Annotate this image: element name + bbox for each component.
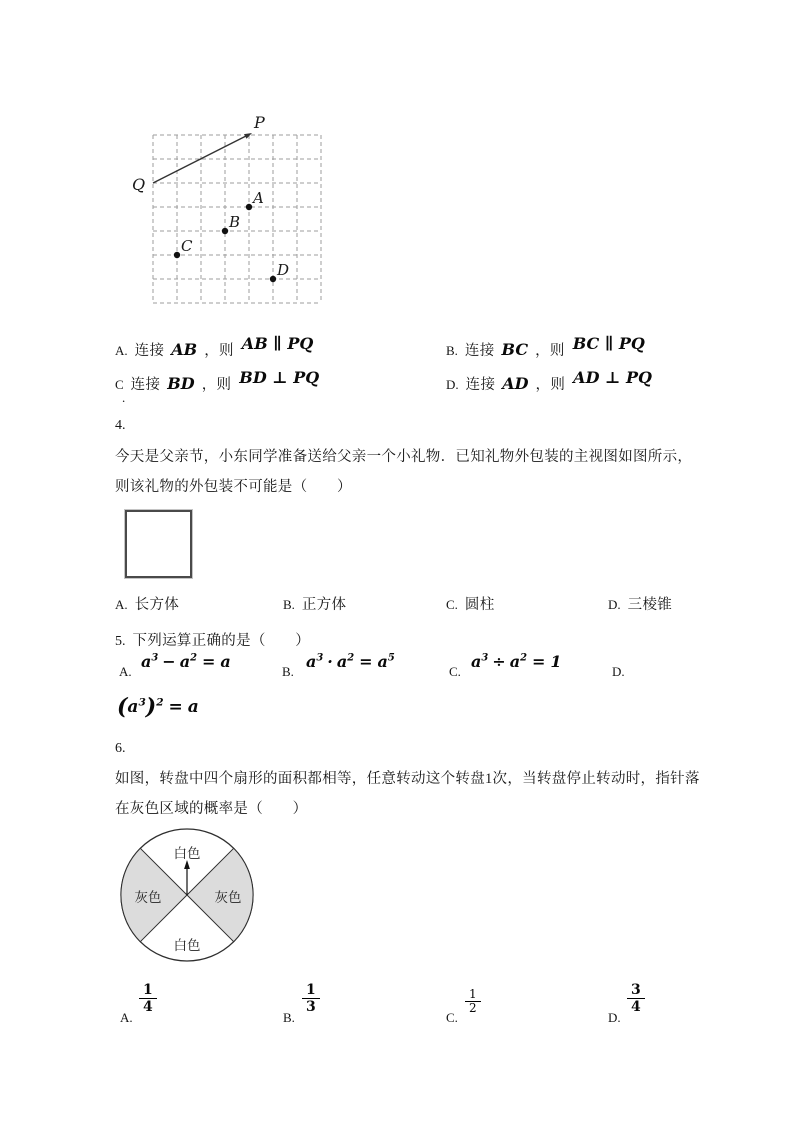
- base: a: [127, 697, 139, 717]
- segment-name: BD: [167, 374, 195, 393]
- relation-claim: BC ∥ PQ: [572, 334, 645, 353]
- q4-text-line2: 则该礼物的外包装不可能是（ ）: [115, 479, 352, 495]
- option-text: 连接: [134, 343, 165, 359]
- q5-option-d-letter: D.: [612, 664, 625, 679]
- q4-option-b: [283, 593, 346, 614]
- segment-name: AD: [502, 374, 529, 393]
- relation-claim: BD ⊥ PQ: [239, 368, 320, 387]
- label-point-d: D: [277, 261, 290, 279]
- option-text: ，则: [535, 377, 566, 393]
- label-point-c: C: [181, 237, 193, 255]
- q4-option-d: [608, 593, 672, 614]
- option-letter: C.: [446, 597, 458, 612]
- result: 1: [550, 652, 562, 671]
- q6-option-d-fraction: [627, 982, 645, 1015]
- q5-title: 下列运算正确的是（ ）: [132, 633, 311, 649]
- operator: ÷: [492, 652, 506, 671]
- option-text: 连接: [130, 377, 161, 393]
- exponent: 3: [481, 652, 489, 664]
- numerator: 1: [139, 982, 157, 999]
- exponent: 2: [190, 652, 197, 664]
- q3-option-b: [446, 334, 645, 360]
- point-b: [222, 228, 228, 234]
- exponent: 3: [316, 652, 324, 664]
- option-letter: A.: [115, 343, 128, 358]
- close-paren: ): [145, 694, 157, 720]
- result: a: [187, 697, 199, 717]
- equals: =: [168, 697, 183, 717]
- q5-option-b-letter: B.: [282, 664, 294, 679]
- option-letter: A.: [115, 597, 128, 612]
- label-point-b: B: [229, 213, 241, 231]
- relation-claim: AD ⊥ PQ: [573, 368, 652, 387]
- inner-exponent: 3: [138, 696, 146, 709]
- exponent: 3: [151, 652, 159, 664]
- q6-option-d-letter: D.: [608, 1010, 621, 1025]
- q4-option-a: [115, 593, 179, 614]
- equals: =: [531, 652, 546, 671]
- option-letter: B.: [446, 343, 458, 358]
- relation-claim: AB ∥ PQ: [241, 334, 314, 353]
- option-letter: C: [115, 377, 124, 392]
- label-q: Q: [132, 175, 146, 194]
- outer-exponent: 2: [156, 696, 164, 709]
- denominator: 4: [143, 999, 153, 1015]
- equals: =: [201, 652, 216, 671]
- q5-title-row: [115, 629, 310, 650]
- label-p: P: [254, 113, 265, 132]
- point-d: [270, 276, 276, 282]
- sector-label-top: 白色: [173, 846, 201, 861]
- option-letter: D.: [446, 377, 459, 392]
- q6-text-line2: 在灰色区域的概率是（ ）: [115, 801, 308, 817]
- spinner-figure: [118, 826, 258, 966]
- q3-option-d: [446, 368, 652, 394]
- base: a: [336, 652, 348, 671]
- q6-option-a-fraction: [139, 982, 157, 1015]
- q3-option-a: [115, 334, 314, 360]
- q6-option-b-letter: B.: [283, 1010, 295, 1025]
- option-text: ，则: [201, 377, 232, 393]
- result: a: [220, 652, 231, 671]
- numerator: 1: [302, 982, 320, 999]
- denominator: 3: [306, 999, 316, 1015]
- q4-text-line1: 今天是父亲节，小东同学准备送给父亲一个小礼物．已知礼物外包装的主视图如图所示，: [115, 449, 693, 465]
- option-text: 正方体: [301, 597, 347, 613]
- point-a: [246, 204, 252, 210]
- q5-option-c-letter: C.: [449, 664, 461, 679]
- base: a: [509, 652, 521, 671]
- exponent: 2: [347, 652, 355, 664]
- option-letter: B.: [283, 597, 295, 612]
- front-view-square: [125, 510, 192, 578]
- q6-text-line1: 如图，转盘中四个扇形的面积都相等，任意转动这个转盘1次，当转盘停止转动时，指针落: [115, 771, 700, 787]
- base: a: [471, 652, 482, 671]
- denominator: 4: [631, 999, 641, 1015]
- q6-option-c-letter: C.: [446, 1010, 458, 1025]
- q6-option-a-letter: A.: [120, 1010, 133, 1025]
- option-text: 长方体: [134, 597, 180, 613]
- operator: −: [162, 652, 176, 671]
- sector-label-bottom: 白色: [173, 938, 201, 953]
- option-text: ，则: [535, 343, 565, 359]
- operator: ·: [327, 652, 333, 671]
- q3-grid-figure: [128, 106, 338, 316]
- q3-option-c: [115, 368, 320, 394]
- q3-option-c-dot: .: [122, 390, 126, 405]
- option-text: 连接: [464, 343, 495, 359]
- denominator: 2: [469, 1001, 477, 1015]
- option-text: 三棱锥: [627, 597, 673, 613]
- result: a: [377, 652, 388, 671]
- segment-name: AB: [171, 340, 198, 359]
- q5-option-c-formula: [471, 652, 562, 671]
- segment-name: BC: [501, 340, 529, 359]
- q5-option-a-formula: [141, 652, 231, 671]
- base: a: [179, 652, 191, 671]
- q6-number: 6.: [115, 741, 126, 756]
- option-text: 连接: [465, 377, 496, 393]
- q5-option-d-formula: [117, 694, 199, 720]
- point-c: [174, 252, 180, 258]
- exponent: 2: [520, 652, 527, 664]
- open-paren: (: [117, 694, 128, 720]
- result-exponent: 5: [387, 652, 395, 664]
- label-point-a: A: [253, 189, 264, 207]
- base: a: [141, 652, 152, 671]
- q6-option-b-fraction: [302, 982, 320, 1015]
- option-text: 圆柱: [464, 597, 495, 613]
- base: a: [306, 652, 317, 671]
- option-text: ，则: [204, 343, 234, 359]
- q5-option-a-letter: A.: [119, 664, 132, 679]
- sector-label-left: 灰色: [134, 890, 162, 905]
- q4-number: 4.: [115, 418, 126, 433]
- option-letter: D.: [608, 597, 621, 612]
- sector-label-right: 灰色: [214, 890, 242, 905]
- q6-option-c-fraction: [465, 988, 481, 1015]
- q5-option-b-formula: [306, 652, 395, 671]
- arrowhead-p: [244, 133, 252, 139]
- q4-option-c: [446, 593, 495, 614]
- q5-number: 5.: [115, 634, 126, 649]
- numerator: 1: [465, 988, 481, 1002]
- equals: =: [359, 652, 373, 671]
- numerator: 3: [627, 982, 645, 999]
